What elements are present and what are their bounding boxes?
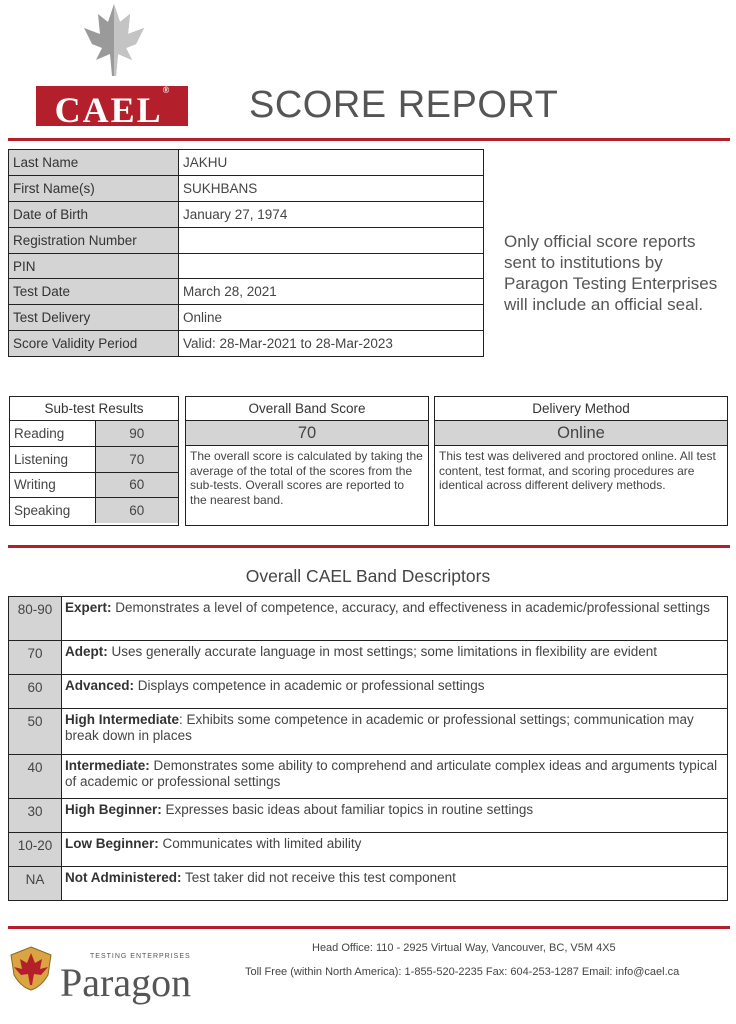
paragon-logo (8, 941, 208, 1005)
overall-heading: Overall Band Score (186, 397, 428, 421)
band-description (62, 709, 728, 755)
info-label: Test Delivery (9, 305, 179, 331)
subtest-score: 60 (95, 498, 178, 524)
info-value: JAKHU (179, 150, 484, 176)
band-row (9, 867, 728, 901)
subtest-results-box (9, 396, 179, 526)
info-row (9, 150, 484, 176)
subtest-name: Speaking (10, 498, 95, 524)
band-description (62, 799, 728, 833)
info-row (9, 201, 484, 227)
subtest-name: Reading (14, 426, 65, 441)
subtest-row (10, 447, 178, 473)
info-label: Last Name (9, 150, 179, 176)
registered-mark: ® (162, 85, 170, 95)
descriptors-title: Overall CAEL Band Descriptors (245, 566, 491, 586)
info-label: First Name(s) (9, 175, 179, 201)
band-text: Test taker did not receive this test component (181, 870, 456, 885)
band-text: Displays competence in academic or professional settings (134, 678, 485, 693)
paragon-tagline: TESTING ENTERPRISES (90, 953, 191, 960)
band-level: 70 (9, 641, 62, 675)
band-name: Low Beginner: (65, 836, 159, 851)
band-name: Not Administered: (65, 870, 182, 885)
subtest-row (10, 498, 178, 524)
band-name: High Beginner: (65, 802, 162, 817)
overall-band-box (185, 396, 429, 526)
subtest-score: 70 (95, 447, 178, 473)
delivery-method-box (434, 396, 728, 526)
subtest-row (10, 472, 178, 498)
info-value: SUKHBANS (179, 175, 484, 201)
info-value (179, 227, 484, 253)
subtest-name: Listening (10, 447, 95, 473)
info-row (9, 279, 484, 305)
paragon-wordmark: Paragon (60, 960, 192, 1005)
band-description (62, 867, 728, 901)
info-row (9, 253, 484, 279)
band-row (9, 833, 728, 867)
info-row (9, 227, 484, 253)
info-value: March 28, 2021 (179, 279, 484, 305)
maple-leaf-icon (78, 4, 150, 76)
band-level: 50 (9, 709, 62, 755)
info-label: Date of Birth (9, 201, 179, 227)
band-level: 80-90 (9, 597, 62, 641)
info-value: January 27, 1974 (179, 201, 484, 227)
candidate-info-table (8, 149, 484, 357)
info-label: Score Validity Period (9, 331, 179, 357)
info-row (9, 331, 484, 357)
info-label: Test Date (9, 279, 179, 305)
band-level: 60 (9, 675, 62, 709)
contact-info: Toll Free (within North America): 1-855-520-2235 Fax: 604-253-1287 Email: info@cael.ca (245, 966, 680, 978)
band-name: High Intermediate (65, 712, 180, 727)
cael-logo-text: CAEL (54, 90, 163, 130)
band-text: Demonstrates some ability to comprehend and articulate complex ideas and arguments typical of academic or professional settings (65, 758, 718, 789)
page-title: SCORE REPORT (249, 84, 559, 126)
band-row (9, 597, 728, 641)
info-value: Online (179, 305, 484, 331)
official-seal-note: Only official score reports sent to institutions by Paragon Testing Enterprises will include an official seal. (504, 232, 718, 314)
subtest-table (10, 421, 178, 523)
delivery-explanation: This test was delivered and proctored online. All test content, test format, and scoring procedures are identical across different delivery methods. (439, 449, 716, 492)
band-name: Intermediate: (65, 758, 150, 773)
top-divider (8, 138, 730, 141)
band-text: Uses generally accurate language in most settings; some limitations in flexibility are evident (107, 644, 658, 659)
band-name: Expert: (65, 600, 112, 615)
info-row (9, 175, 484, 201)
band-description (62, 755, 728, 799)
band-description (62, 641, 728, 675)
cael-logo (36, 85, 188, 130)
delivery-heading: Delivery Method (435, 397, 727, 421)
info-label: Registration Number (9, 227, 179, 253)
middle-divider (8, 545, 730, 548)
band-row (9, 641, 728, 675)
band-description (62, 675, 728, 709)
report-header (0, 0, 736, 135)
head-office-address: Head Office: 110 - 2925 Virtual Way, Vancouver, BC, V5M 4X5 (312, 942, 616, 954)
delivery-value: Online (435, 421, 727, 446)
overall-explanation: The overall score is calculated by taking the average of the total of the scores from the sub-tests. Overall scores are reported to the nearest band. (190, 449, 423, 507)
info-label: PIN (9, 253, 179, 279)
info-value (179, 253, 484, 279)
band-level: 10-20 (9, 833, 62, 867)
band-row (9, 755, 728, 799)
subtest-score: 90 (95, 421, 178, 447)
paragon-shield-icon (8, 945, 54, 991)
band-text: Expresses basic ideas about familiar topics in routine settings (161, 802, 534, 817)
band-level: NA (9, 867, 62, 901)
overall-score: 70 (186, 421, 428, 446)
subtest-heading: Sub-test Results (10, 397, 178, 421)
band-level: 40 (9, 755, 62, 799)
info-row (9, 305, 484, 331)
band-row (9, 799, 728, 833)
band-row (9, 675, 728, 709)
band-name: Adept: (65, 644, 108, 659)
band-descriptors-table (8, 596, 728, 901)
footer (0, 935, 736, 1015)
band-text: : Exhibits some competence in academic or professional settings; communication may break down in places (65, 712, 694, 743)
band-level: 30 (9, 799, 62, 833)
band-name: Advanced: (65, 678, 135, 693)
band-row (9, 709, 728, 755)
bottom-divider (8, 926, 730, 929)
band-text: Communicates with limited ability (158, 836, 362, 851)
band-description (62, 833, 728, 867)
band-description (62, 597, 728, 641)
subtest-name: Writing (10, 472, 95, 498)
info-value: Valid: 28-Mar-2021 to 28-Mar-2023 (179, 331, 484, 357)
band-text: Demonstrates a level of competence, accuracy, and effectiveness in academic/professional settings (111, 600, 710, 615)
subtest-row (10, 421, 178, 447)
subtest-score: 60 (95, 472, 178, 498)
